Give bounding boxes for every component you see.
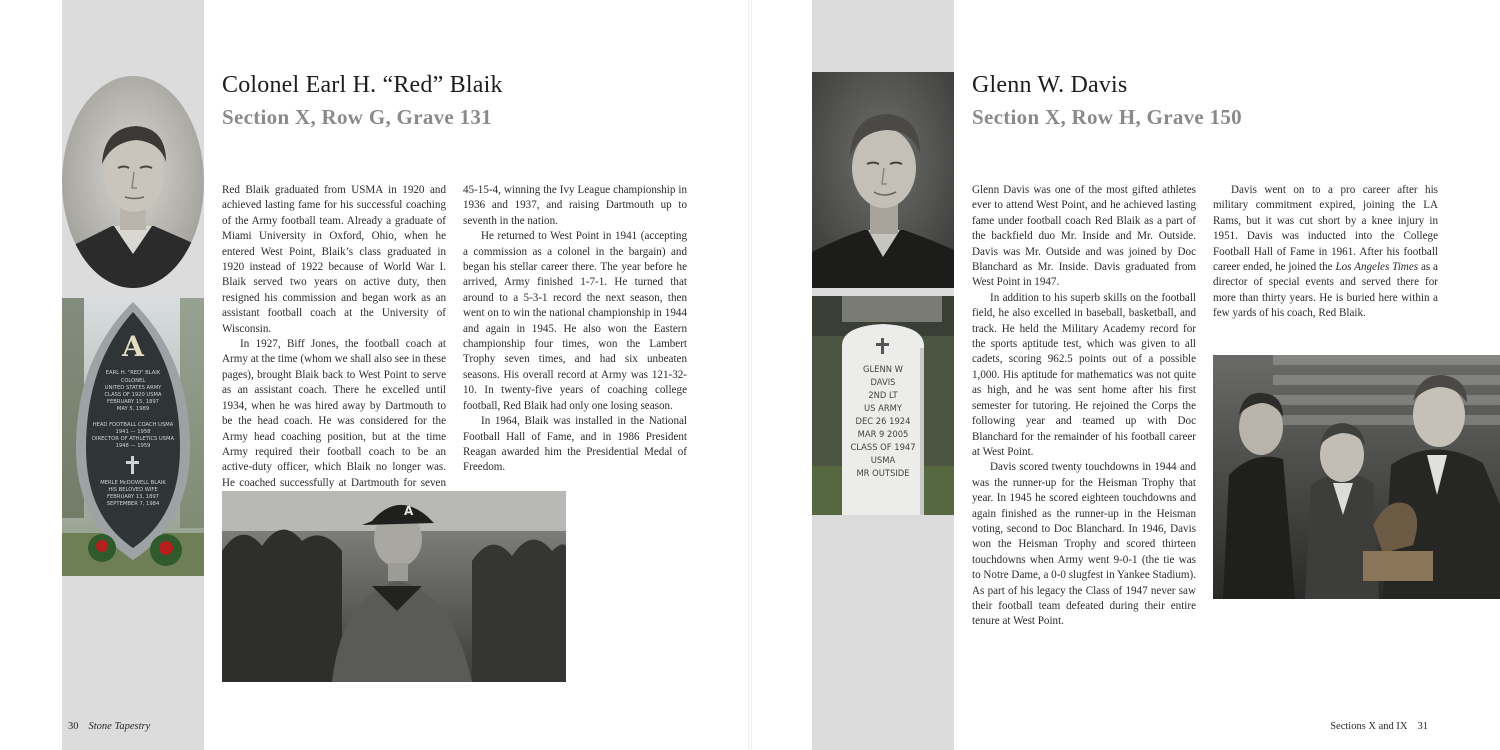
left-subheading: Section X, Row G, Grave 131: [222, 105, 492, 129]
left-heading: Colonel Earl H. “Red” Blaik: [222, 72, 503, 98]
tombstone-line: 1948 — 1959: [115, 443, 151, 449]
headstone-line: 2ND LT: [868, 390, 898, 400]
newspaper-title: Los Angeles Times: [1335, 261, 1419, 274]
tombstone-line: HIS BELOVED WIFE: [108, 487, 158, 493]
tombstone-line: HEAD FOOTBALL COACH USMA: [92, 422, 174, 428]
tombstone-line: SEPTEMBER 7, 1984: [106, 501, 160, 507]
headstone-line: MAR 9 2005: [857, 429, 909, 439]
right-folio: [1330, 721, 1428, 732]
tombstone-line: UNITED STATES ARMY: [104, 385, 162, 391]
tombstone-line: MAY 5, 1989: [116, 406, 150, 412]
page-number: 31: [1417, 721, 1428, 732]
headstone-line: USMA: [870, 455, 896, 465]
tombstone-letter: A: [122, 330, 144, 363]
page-number: 30: [68, 721, 79, 732]
headstone-line: DAVIS: [870, 377, 896, 387]
left-column-1: [222, 183, 446, 507]
davis-headstone-photo: [812, 296, 954, 515]
headstone-line: US ARMY: [864, 403, 902, 413]
tombstone-line: 1941 — 1958: [115, 429, 151, 435]
running-head: Stone Tapestry: [88, 721, 151, 732]
tombstone-line: MERLE McDOWELL BLAIK: [100, 480, 166, 486]
tombstone-line: EARL H. "RED" BLAIK: [105, 370, 161, 376]
tombstone-line: FEBRUARY 13, 1897: [107, 494, 159, 500]
headstone-line: GLENN W: [863, 364, 903, 374]
paragraph: 45-15-4, winning the Ivy League championship in 1936 and 1937, and raising Dartmouth up to seventh in the nation.: [463, 184, 687, 227]
blaik-coaching-photo: [222, 491, 566, 682]
paragraph: [1213, 183, 1438, 322]
svg-text:A: A: [404, 504, 414, 518]
paragraph-text: Davis went on to a pro career after his military commitment expired, joining the LA Rams, but it was cut short by a knee injury in 1951. Davis was inducted into the College Football Hall of Fame in 1961. After his football career ended, he joined the: [1213, 184, 1438, 274]
right-page: [750, 0, 1500, 750]
right-heading: Glenn W. Davis: [972, 72, 1128, 98]
left-column-2: [463, 183, 687, 476]
paragraph: Glenn Davis was one of the most gifted athletes ever to attend West Point, and he achieved lasting fame under football coach Red Blaik as a part of the backfield duo Mr. Inside and Mr. Outside. Davis was Mr. Outside and was joined by Doc Blanchard as Mr. Inside. Davis graduated from West Point in 1947.: [972, 184, 1196, 289]
paragraph-text: as a director of special events and served there for more than thirty years. He is buried here within a few yards of his coach, Red Blaik.: [1213, 261, 1438, 320]
paragraph: Davis scored twenty touchdowns in 1944 and was the runner-up for the Heisman Trophy that year. In 1945 he scored eighteen touchdowns and again finished as the runner-up in the Heisman voting, second to Doc Blanchard. In 1946, Davis won the Heisman Trophy and scored thirteen touchdowns when Army went 9-0-1 (the tie was to Notre Dame, a 0-0 slugfest in Yankee Stadium). As part of his legacy the Class of 1947 never saw their football team defeated during their entire tenure at West Point.: [972, 461, 1196, 628]
blaik-tombstone-photo: [62, 298, 204, 576]
headstone-line: MR OUTSIDE: [856, 468, 910, 478]
davis-heisman-photo: [1213, 355, 1500, 599]
right-subheading: Section X, Row H, Grave 150: [972, 105, 1242, 129]
tombstone-line: CLASS OF 1920 USMA: [104, 392, 162, 398]
blaik-portrait-photo: [62, 76, 204, 288]
davis-portrait-photo: [812, 72, 954, 288]
paragraph: He returned to West Point in 1941 (accepting a commission as a colonel in the bargain) and began his stellar career there. The year before he arrived, Army finished 1-7-1. He turned that around to a 5-3-1 record the next season, then went on to win the national championship in 1944 and again in 1945. He also won the Eastern championship four times, won the Lambert Trophy seven times, and had six unbeaten seasons. His overall record at Army was 121-32-10. In twenty-five years of coaching college football, Red Blaik had only one losing season.: [463, 230, 687, 412]
tombstone-line: FEBRUARY 15, 1897: [107, 399, 159, 405]
running-head: Sections X and IX: [1330, 721, 1408, 732]
right-column-2: [1213, 183, 1438, 322]
left-folio: [68, 721, 150, 732]
paragraph: Red Blaik graduated from USMA in 1920 and achieved lasting fame for his successful coaching of the Army football team. Already a graduate of Miami University in Oxford, Ohio, when he entered West Point, Blaik’s class graduated in 1920 instead of 1922 because of World War I. Blaik served two years on active duty, then resigned his commission and began work as an assistant football coach at the University of Wisconsin.: [222, 184, 446, 335]
right-column-1: [972, 183, 1196, 630]
spine-gutter: [748, 0, 752, 750]
paragraph: In addition to his superb skills on the football field, he also excelled in baseball, basketball, and track. He held the Military Academy record for the sports aptitude test, which was given to all cadets, scoring 962.5 points out of a possible 1,000. His aptitude for mathematics was not quite as high, and he was sent home after his first semester for tutoring. He rejoined the Corps the following year and teamed up with Doc Blanchard for the remainder of his football career at West Point.: [972, 291, 1196, 458]
tombstone-line: DIRECTOR OF ATHLETICS USMA: [91, 436, 175, 442]
paragraph: In 1964, Blaik was installed in the National Football Hall of Fame, and in 1986 President Reagan awarded him the Presidential Medal of Freedom.: [463, 415, 687, 474]
headstone-line: DEC 26 1924: [855, 416, 911, 426]
headstone-line: CLASS OF 1947: [850, 442, 916, 452]
tombstone-line: COLONEL: [120, 378, 146, 384]
paragraph: In 1927, Biff Jones, the football coach at Army at the time (whom we shall also see in these pages), brought Blaik back to West Point to serve as an assistant coach. There he excelled until 1934, when he was hired away by Dartmouth to be the head coach. He was considered for the Army head coaching position, but at the time Army required their football coach to be an active-duty officer, which Blaik no longer was. He coached successfully at Dartmouth for seven: [222, 338, 446, 489]
